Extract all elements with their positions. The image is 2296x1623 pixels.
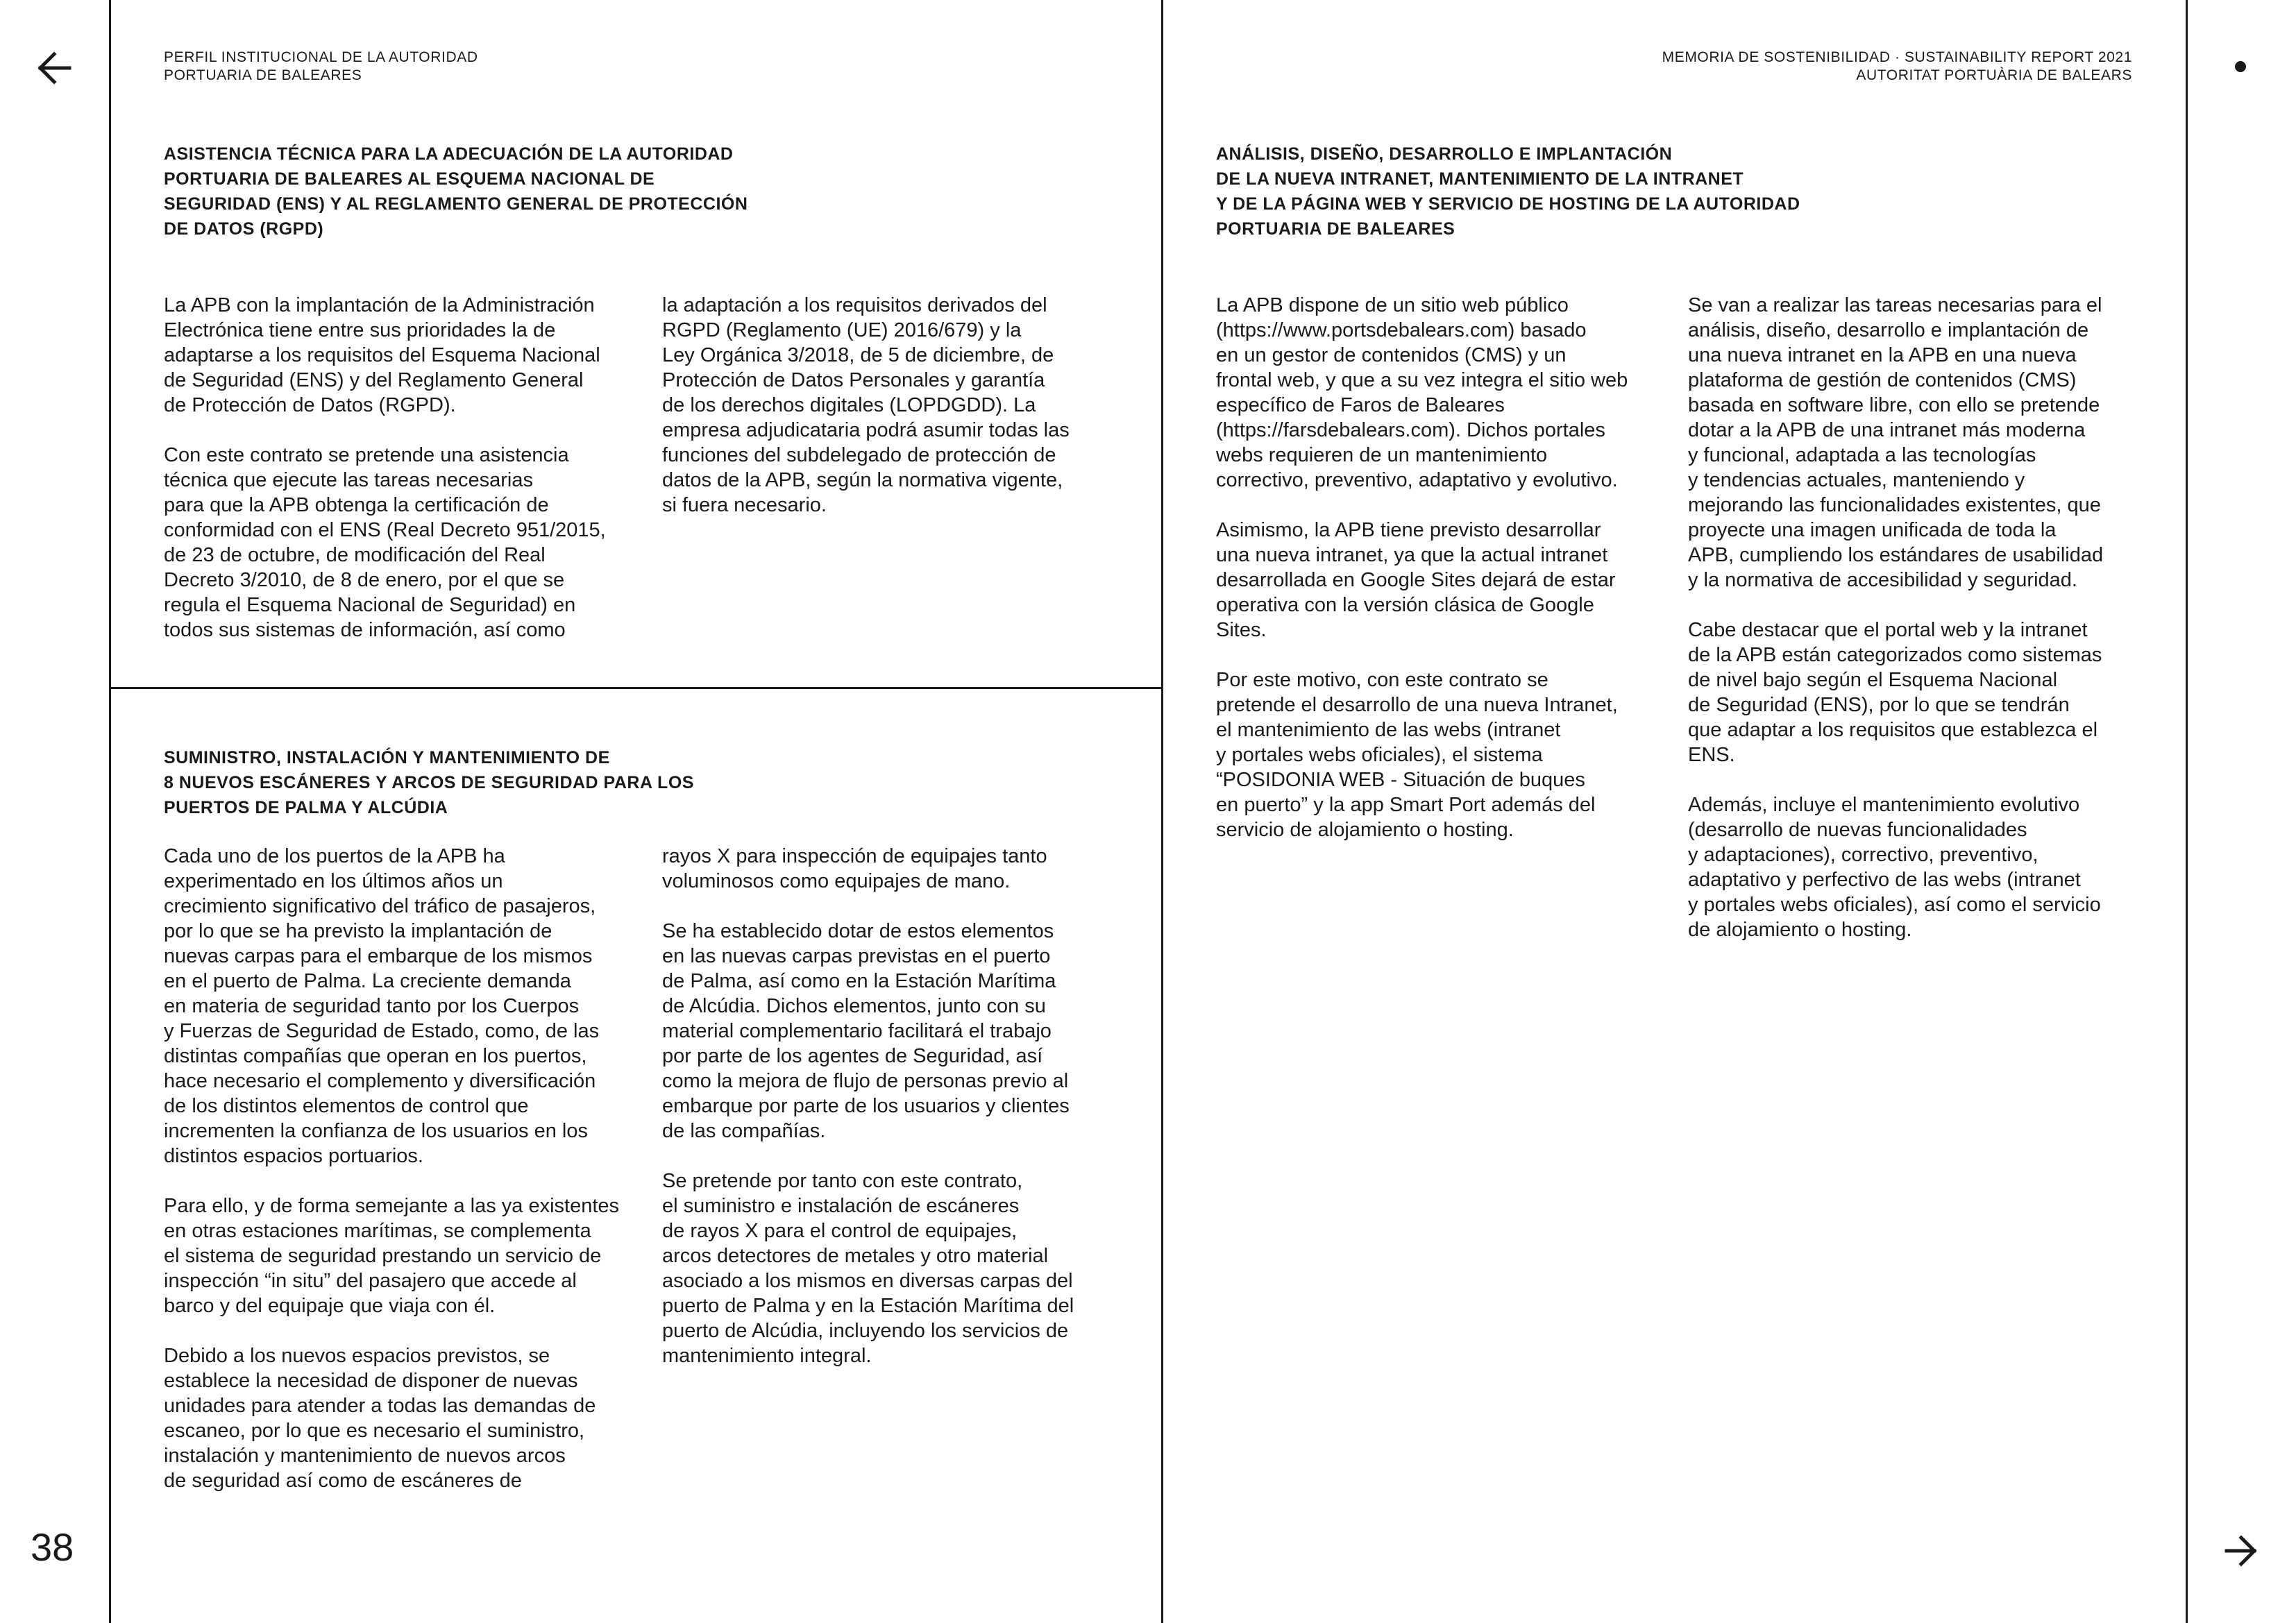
paragraph [164,844,619,1169]
text-line: en un gestor de contenidos (CMS) y un [1216,344,1567,366]
text-line: en puerto” y la app Smart Port además del [1216,794,1596,816]
text-line: voluminosos como equipajes de mano. [662,870,1011,892]
paragraph [1688,618,2103,767]
text-line: de alojamiento o hosting. [1688,919,1912,941]
text-line: unidades para atender a todas las demandas de [164,1395,596,1417]
text-line: datos de la APB, según la normativa vigente, [662,469,1063,491]
title-line: DE DATOS (RGPD) [164,219,324,239]
text-line: si fuera necesario. [662,494,827,516]
text-line: (https://www.portsdebalears.com) basado [1216,319,1587,341]
scanners-column-1 [164,844,619,1518]
text-line: Además, incluye el mantenimiento evolutivo [1688,794,2080,816]
text-line: mantenimiento integral. [662,1345,872,1367]
title-line: ASISTENCIA TÉCNICA PARA LA ADECUACIÓN DE LA AUTORIDAD [164,144,734,164]
text-line: puerto de Palma y en la Estación Marítima del [662,1295,1074,1317]
paragraph [1688,293,2103,593]
paragraph [662,1169,1074,1368]
text-line: dotar a la APB de una intranet más moderna [1688,419,2086,441]
title-line: PORTUARIA DE BALEARES [1216,219,1455,239]
text-line: asociado a los mismos en diversas carpas del [662,1270,1073,1292]
section-title-intranet [1216,142,1800,241]
title-line: DE LA NUEVA INTRANET, MANTENIMIENTO DE LA INTRANET [1216,169,1744,189]
text-line: arcos detectores de metales y otro material [662,1245,1049,1267]
scanners-column-2 [662,844,1074,1393]
text-line: incrementen la confianza de los usuarios en los [164,1120,588,1142]
text-line: crecimiento significativo del tráfico de pasajeros, [164,895,596,917]
text-line: regula el Esquema Nacional de Seguridad) en [164,594,576,616]
text-line: La APB con la implantación de la Administración [164,294,595,316]
header-right-line: AUTORITAT PORTUÀRIA DE BALEARS [1856,67,2132,83]
section-title-ens [164,142,748,241]
page-number: 38 [31,1525,74,1569]
paragraph [164,1193,619,1318]
text-line: el sistema de seguridad prestando un servicio de [164,1245,602,1267]
text-line: por parte de los agentes de Seguridad, así [662,1045,1043,1067]
arrow-right-icon[interactable] [2224,1533,2259,1568]
section-divider-line [109,687,1163,689]
text-line: y tendencias actuales, manteniendo y [1688,469,2025,491]
text-line: de la APB están categorizados como sistemas [1688,644,2102,666]
ens-column-1 [164,293,606,668]
text-line: “POSIDONIA WEB - Situación de buques [1216,769,1585,791]
text-line: Cabe destacar que el portal web y la intranet [1688,619,2088,641]
text-line: puerto de Alcúdia, incluyendo los servicios de [662,1320,1069,1342]
header-left-line: PERFIL INSTITUCIONAL DE LA AUTORIDAD [164,49,478,65]
text-line: específico de Faros de Baleares [1216,394,1505,416]
section-title-scanners [164,745,694,820]
title-line: SEGURIDAD (ENS) Y AL REGLAMENTO GENERAL DE PROTECCIÓN [164,194,748,214]
paragraph [164,443,606,643]
text-line: Cada uno de los puertos de la APB ha [164,845,505,867]
text-line: de Protección de Datos (RGPD). [164,394,456,416]
text-line: barco y del equipaje que viaja con él. [164,1295,496,1317]
text-line: RGPD (Reglamento (UE) 2016/679) y la [662,319,1022,341]
header-left [164,49,478,85]
arrow-left-icon[interactable] [36,50,72,86]
text-line: embarque por parte de los usuarios y clientes [662,1095,1070,1117]
text-line: La APB dispone de un sitio web público [1216,294,1569,316]
paragraph [1216,293,1628,493]
text-line: todos sus sistemas de información, así como [164,619,566,641]
ens-column-2 [662,293,1070,543]
text-line: de Alcúdia. Dichos elementos, junto con su [662,995,1046,1017]
text-line: de los distintos elementos de control que [164,1095,529,1117]
text-line: establece la necesidad de disponer de nuevas [164,1370,578,1392]
header-right-line: MEMORIA DE SOSTENIBILIDAD · SUSTAINABILITY REPORT 2021 [1662,49,2132,65]
text-line: de Seguridad (ENS) y del Reglamento General [164,369,584,391]
text-line: técnica que ejecute las tareas necesarias [164,469,533,491]
text-line: el suministro e instalación de escáneres [662,1195,1020,1217]
text-line: desarrollada en Google Sites dejará de estar [1216,569,1616,591]
text-line: ENS. [1688,744,1735,766]
text-line: en las nuevas carpas previstas en el puerto [662,945,1051,967]
text-line: Protección de Datos Personales y garantía [662,369,1045,391]
text-line: Para ello, y de forma semejante a las ya existentes [164,1195,620,1217]
text-line: Ley Orgánica 3/2018, de 5 de diciembre, de [662,344,1054,366]
text-line: de seguridad así como de escáneres de [164,1470,522,1492]
header-left-line: PORTUARIA DE BALEARES [164,67,362,83]
paragraph [164,293,606,418]
text-line: distintos espacios portuarios. [164,1145,423,1167]
text-line: (desarrollo de nuevas funcionalidades [1688,819,2027,841]
text-line: frontal web, y que a su vez integra el sitio web [1216,369,1628,391]
text-line: de rayos X para el control de equipajes, [662,1220,1018,1242]
text-line: escaneo, por lo que es necesario el suministro, [164,1420,585,1442]
text-line: y portales webs oficiales), el sistema [1216,744,1543,766]
text-line: de nivel bajo según el Esquema Nacional [1688,669,2058,691]
text-line: webs requieren de un mantenimiento [1216,444,1548,466]
text-line: una nueva intranet, ya que la actual intranet [1216,544,1608,566]
text-line: en otras estaciones marítimas, se complementa [164,1220,591,1242]
text-line: pretende el desarrollo de una nueva Intranet, [1216,694,1618,716]
title-line: Y DE LA PÁGINA WEB Y SERVICIO DE HOSTING DE LA AUTORIDAD [1216,194,1800,214]
text-line: inspección “in situ” del pasajero que accede al [164,1270,577,1292]
text-line: una nueva intranet en la APB en una nueva [1688,344,2077,366]
text-line: correctivo, preventivo, adaptativo y evolutivo. [1216,469,1618,491]
text-line: funciones del subdelegado de protección de [662,444,1056,466]
text-line: adaptarse a los requisitos del Esquema Nacional [164,344,600,366]
text-line: hace necesario el complemento y diversificación [164,1070,596,1092]
text-line: de Seguridad (ENS), por lo que se tendrán [1688,694,2070,716]
text-line: de las compañías. [662,1120,826,1142]
text-line: empresa adjudicataria podrá asumir todas las [662,419,1070,441]
title-line: 8 NUEVOS ESCÁNERES Y ARCOS DE SEGURIDAD PARA LOS [164,773,694,792]
text-line: como la mejora de flujo de personas previo al [662,1070,1069,1092]
title-line: SUMINISTRO, INSTALACIÓN Y MANTENIMIENTO DE [164,748,610,767]
intranet-column-2 [1688,293,2103,967]
text-line: y portales webs oficiales), así como el servicio [1688,894,2101,916]
paragraph [662,844,1074,894]
text-line: APB, cumpliendo los estándares de usabilidad [1688,544,2104,566]
paragraph [164,1343,619,1493]
text-line: en materia de seguridad tanto por los Cuerpos [164,995,580,1017]
text-line: Debido a los nuevos espacios previstos, se [164,1345,550,1367]
paragraph [662,293,1070,518]
text-line: y Fuerzas de Seguridad de Estado, como, de las [164,1020,600,1042]
text-line: en el puerto de Palma. La creciente demanda [164,970,571,992]
text-line: la adaptación a los requisitos derivados del [662,294,1047,316]
text-line: Decreto 3/2010, de 8 de enero, por el que se [164,569,565,591]
text-line: Con este contrato se pretende una asistencia [164,444,569,466]
text-line: y funcional, adaptada a las tecnologías [1688,444,2036,466]
text-line: conformidad con el ENS (Real Decreto 951/2015, [164,519,606,541]
text-line: nuevas carpas para el embarque de los mismos [164,945,593,967]
text-line: Se van a realizar las tareas necesarias para el [1688,294,2102,316]
text-line: material complementario facilitará el trabajo [662,1020,1052,1042]
title-line: PUERTOS DE PALMA Y ALCÚDIA [164,798,448,817]
paragraph [1216,518,1628,643]
text-line: Se ha establecido dotar de estos elementos [662,920,1054,942]
paragraph [1216,668,1628,842]
text-line: para que la APB obtenga la certificación de [164,494,549,516]
right-frame-line [2186,0,2188,1623]
text-line: basada en software libre, con ello se pretende [1688,394,2100,416]
intranet-column-1 [1216,293,1628,867]
text-line: distintas compañías que operan en los puertos, [164,1045,587,1067]
text-line: Por este motivo, con este contrato se [1216,669,1548,691]
left-frame-line [109,0,111,1623]
text-line: análisis, diseño, desarrollo e implantación de [1688,319,2089,341]
dot-icon [2235,61,2246,72]
text-line: rayos X para inspección de equipajes tanto [662,845,1047,867]
title-line: PORTUARIA DE BALEARES AL ESQUEMA NACIONAL DE [164,169,655,189]
text-line: operativa con la versión clásica de Google [1216,594,1594,616]
text-line: plataforma de gestión de contenidos (CMS) [1688,369,2077,391]
header-right [1662,49,2132,85]
paragraph [662,919,1074,1144]
text-line: Se pretende por tanto con este contrato, [662,1170,1023,1192]
text-line: por lo que se ha previsto la implantación de [164,920,552,942]
text-line: Electrónica tiene entre sus prioridades la de [164,319,556,341]
title-line: ANÁLISIS, DISEÑO, DESARROLLO E IMPLANTACIÓN [1216,144,1673,164]
text-line: experimentado en los últimos años un [164,870,503,892]
text-line: de 23 de octubre, de modificación del Real [164,544,546,566]
text-line: (https://farsdebalears.com). Dichos portales [1216,419,1605,441]
text-line: Sites. [1216,619,1267,641]
center-frame-line [1161,0,1163,1623]
text-line: y adaptaciones), correctivo, preventivo, [1688,844,2038,866]
text-line: adaptativo y perfectivo de las webs (intranet [1688,869,2081,891]
text-line: servicio de alojamiento o hosting. [1216,819,1514,841]
text-line: de Palma, así como en la Estación Marítima [662,970,1056,992]
text-line: de los derechos digitales (LOPDGDD). La [662,394,1036,416]
paragraph [1688,792,2103,942]
text-line: y la normativa de accesibilidad y seguridad. [1688,569,2077,591]
text-line: Asimismo, la APB tiene previsto desarrollar [1216,519,1601,541]
text-line: proyecte una imagen unificada de toda la [1688,519,2057,541]
text-line: instalación y mantenimiento de nuevos arcos [164,1445,566,1467]
text-line: mejorando las funcionalidades existentes, que [1688,494,2101,516]
text-line: que adaptar a los requisitos que establezca el [1688,719,2098,741]
text-line: el mantenimiento de las webs (intranet [1216,719,1561,741]
